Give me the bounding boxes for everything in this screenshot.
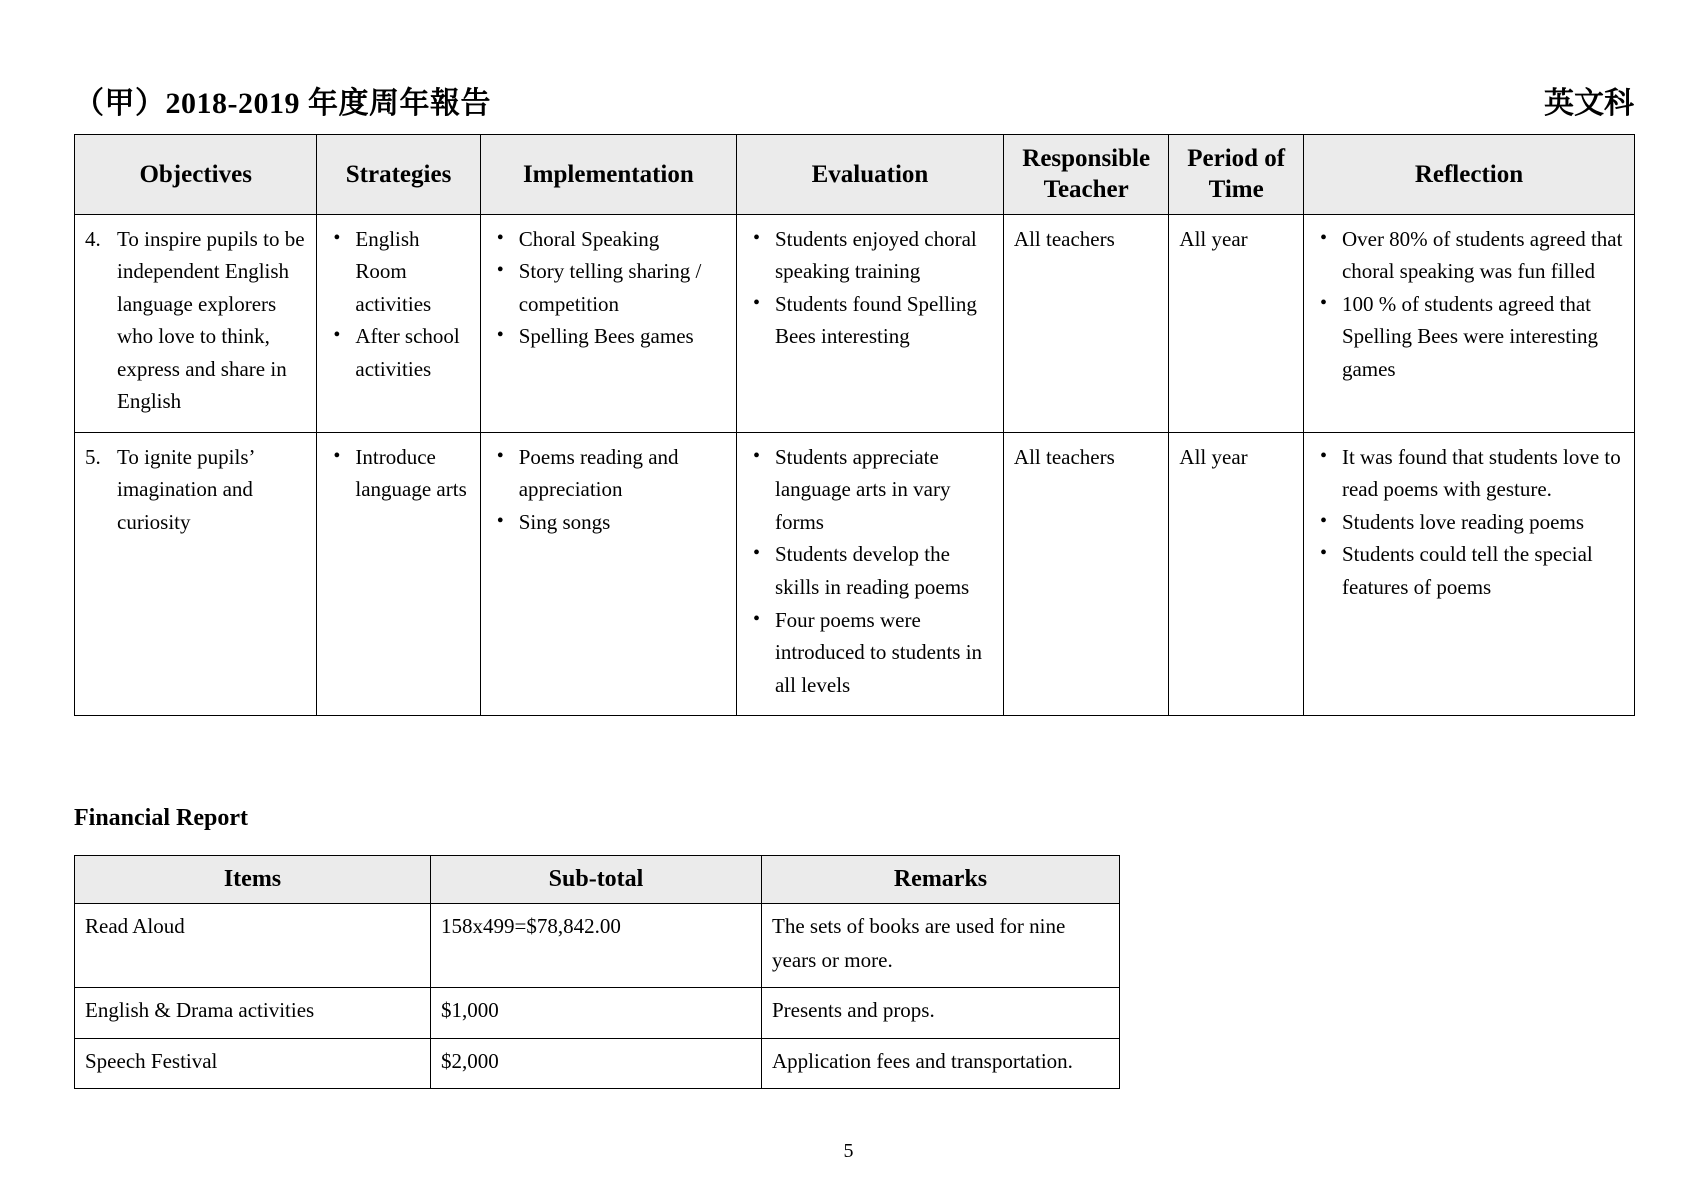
list-item: • After school activities [327,320,469,385]
period-of-time-text: All year [1179,444,1248,469]
list-item: • Spelling Bees games [491,320,726,353]
column-header-items: Items [75,856,431,904]
financial-report-heading: Financial Report [74,805,248,831]
column-header-subtotal: Sub-total [431,856,762,904]
cell-remarks: The sets of books are used for nine years or more. [762,904,1120,988]
list-item: • Students appreciate language arts in vary forms [747,441,993,539]
table-row [75,904,1120,988]
cell-evaluation [736,432,1003,715]
document-header [74,78,1634,122]
column-header-responsible-teacher: Responsible Teacher [1003,135,1169,215]
cell-evaluation [736,214,1003,432]
cell-objective [75,432,317,715]
list-item [85,441,306,539]
cell-implementation [480,214,736,432]
cell-subtotal: $2,000 [431,1038,762,1089]
cell-item: Speech Festival [75,1038,431,1089]
table-header-row [75,856,1120,904]
cell-subtotal: 158x499=$78,842.00 [431,904,762,988]
cell-objective [75,214,317,432]
objective-text: To inspire pupils to be independent English language explorers who love to think, express and share in English [117,226,305,414]
table-row [75,432,1635,715]
list-item: • Over 80% of students agreed that choral speaking was fun filled [1314,223,1624,288]
cell-strategies [317,214,480,432]
list-item: • Poems reading and appreciation [491,441,726,506]
list-item: • Sing songs [491,506,726,539]
column-header-reflection: Reflection [1303,135,1634,215]
financial-report-table [74,855,1120,1089]
table-row [75,988,1120,1039]
responsible-teacher-text: All teachers [1013,444,1115,469]
cell-reflection [1303,214,1634,432]
responsible-teacher-text: All teachers [1013,226,1115,251]
column-header-remarks: Remarks [762,856,1120,904]
list-item: • Choral Speaking [491,223,726,256]
cell-reflection [1303,432,1634,715]
cell-subtotal: $1,000 [431,988,762,1039]
list-item: • It was found that students love to read poems with gesture. [1314,441,1624,506]
cell-item: Read Aloud [75,904,431,988]
page-number: 5 [843,1140,854,1162]
list-item: • Introduce language arts [327,441,469,506]
cell-period-of-time [1169,432,1304,715]
table-row [75,214,1635,432]
cell-item: English & Drama activities [75,988,431,1039]
cell-remarks: Presents and props. [762,988,1120,1039]
list-item: • Students found Spelling Bees interesting [747,288,993,353]
table-row [75,1038,1120,1089]
cell-period-of-time [1169,214,1304,432]
list-item: • Students enjoyed choral speaking training [747,223,993,288]
list-item: • 100 % of students agreed that Spelling Bees were interesting games [1314,288,1624,386]
column-header-strategies: Strategies [317,135,480,215]
list-item [85,223,306,418]
cell-implementation [480,432,736,715]
list-item: • Students develop the skills in reading poems [747,538,993,603]
column-header-implementation: Implementation [480,135,736,215]
report-title: （甲）2018-2019 年度周年報告 [74,87,491,120]
cell-responsible-teacher [1003,214,1169,432]
column-header-evaluation: Evaluation [736,135,1003,215]
column-header-objectives: Objectives [75,135,317,215]
department-title: 英文科 [1544,87,1634,120]
list-item: • Students could tell the special features of poems [1314,538,1624,603]
cell-responsible-teacher [1003,432,1169,715]
list-item: • English Room activities [327,223,469,321]
list-item: • Four poems were introduced to students in all levels [747,604,993,702]
column-header-period-of-time: Period of Time [1169,135,1304,215]
annual-report-table [74,134,1635,716]
objective-text: To ignite pupils’ imagination and curiosity [117,444,254,534]
list-item: • Story telling sharing / competition [491,255,726,320]
table-header-row [75,135,1635,215]
cell-remarks: Application fees and transportation. [762,1038,1120,1089]
period-of-time-text: All year [1179,226,1248,251]
cell-strategies [317,432,480,715]
list-item: • Students love reading poems [1314,506,1624,539]
objective-number: 5. [85,444,101,469]
objective-number: 4. [85,226,101,251]
